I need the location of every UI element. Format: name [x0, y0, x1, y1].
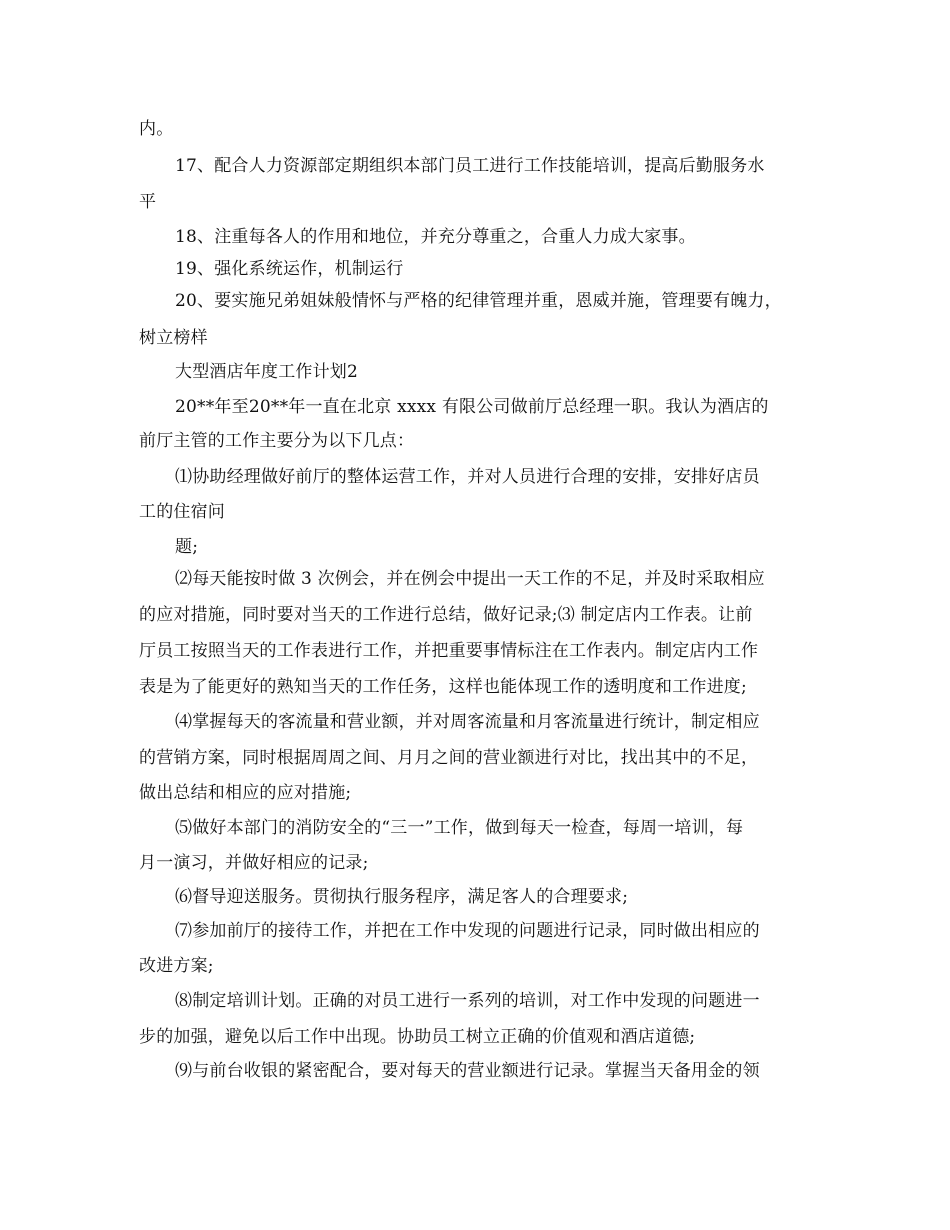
- text-line: 题;: [175, 537, 199, 557]
- text-line: 前厅主管的工作主要分为以下几点：: [139, 431, 415, 451]
- text-line: 平: [139, 192, 157, 212]
- text-line: ⑷掌握每天的客流量和营业额，并对周客流量和月客流量进行统计，制定相应: [175, 712, 760, 732]
- text-line: 做出总结和相应的应对措施;: [139, 783, 352, 803]
- text-line: 月一演习，并做好相应的记录;: [139, 853, 369, 873]
- text-line: 19、强化系统运作，机制运行: [175, 259, 404, 279]
- text-line: ⑵每天能按时做 3 次例会，并在例会中提出一天工作的不足，并及时采取相应: [175, 569, 765, 589]
- text-line: ⑸做好本部门的消防安全的“三一”工作，做到每天一检查，每周一培训，每: [175, 818, 744, 838]
- text-line: 树立榜样: [139, 328, 208, 348]
- text-line: 工的住宿问: [139, 502, 225, 522]
- text-line: ⑺参加前厅的接待工作，并把在工作中发现的问题进行记录，同时做出相应的: [175, 921, 760, 941]
- text-line: 改进方案;: [139, 956, 214, 976]
- text-line: ⑹督导迎送服务。贯彻执行服务程序，满足客人的合理要求;: [175, 887, 629, 907]
- section-title: 大型酒店年度工作计划2: [175, 362, 359, 382]
- text-line: 厅员工按照当天的工作表进行工作，并把重要事情标注在工作表内。制定店内工作: [139, 641, 759, 661]
- text-line: 的营销方案，同时根据周周之间、月月之间的营业额进行对比，找出其中的不足，: [139, 748, 759, 768]
- text-line: ⑻制定培训计划。正确的对员工进行一系列的培训，对工作中发现的问题进一: [175, 991, 760, 1011]
- text-line: 的应对措施，同时要对当天的工作进行总结，做好记录;⑶ 制定店内工作表。让前: [139, 605, 753, 625]
- text-line: 步的加强，避免以后工作中出现。协助员工树立正确的价值观和酒店道德;: [139, 1027, 696, 1047]
- text-line: 18、注重每各人的作用和地位，并充分尊重之，合重人力成大家事。: [175, 227, 696, 247]
- text-line: ⑼与前台收银的紧密配合，要对每天的营业额进行记录。掌握当天备用金的领: [175, 1061, 760, 1081]
- text-line: 20、要实施兄弟姐妹般情怀与严格的纪律管理并重，恩威并施，管理要有魄力，: [175, 291, 782, 311]
- text-line: 17、配合人力资源部定期组织本部门员工进行工作技能培训，提高后勤服务水: [175, 156, 765, 176]
- text-line: ⑴协助经理做好前厅的整体运营工作，并对人员进行合理的安排，安排好店员: [175, 467, 760, 487]
- text-line: 20**年至20**年一直在北京 xxxx 有限公司做前厅总经理一职。我认为酒店的: [175, 397, 769, 417]
- text-line: 表是为了能更好的熟知当天的工作任务，这样也能体现工作的透明度和工作进度;: [139, 677, 747, 697]
- text-line: 内。: [139, 119, 174, 139]
